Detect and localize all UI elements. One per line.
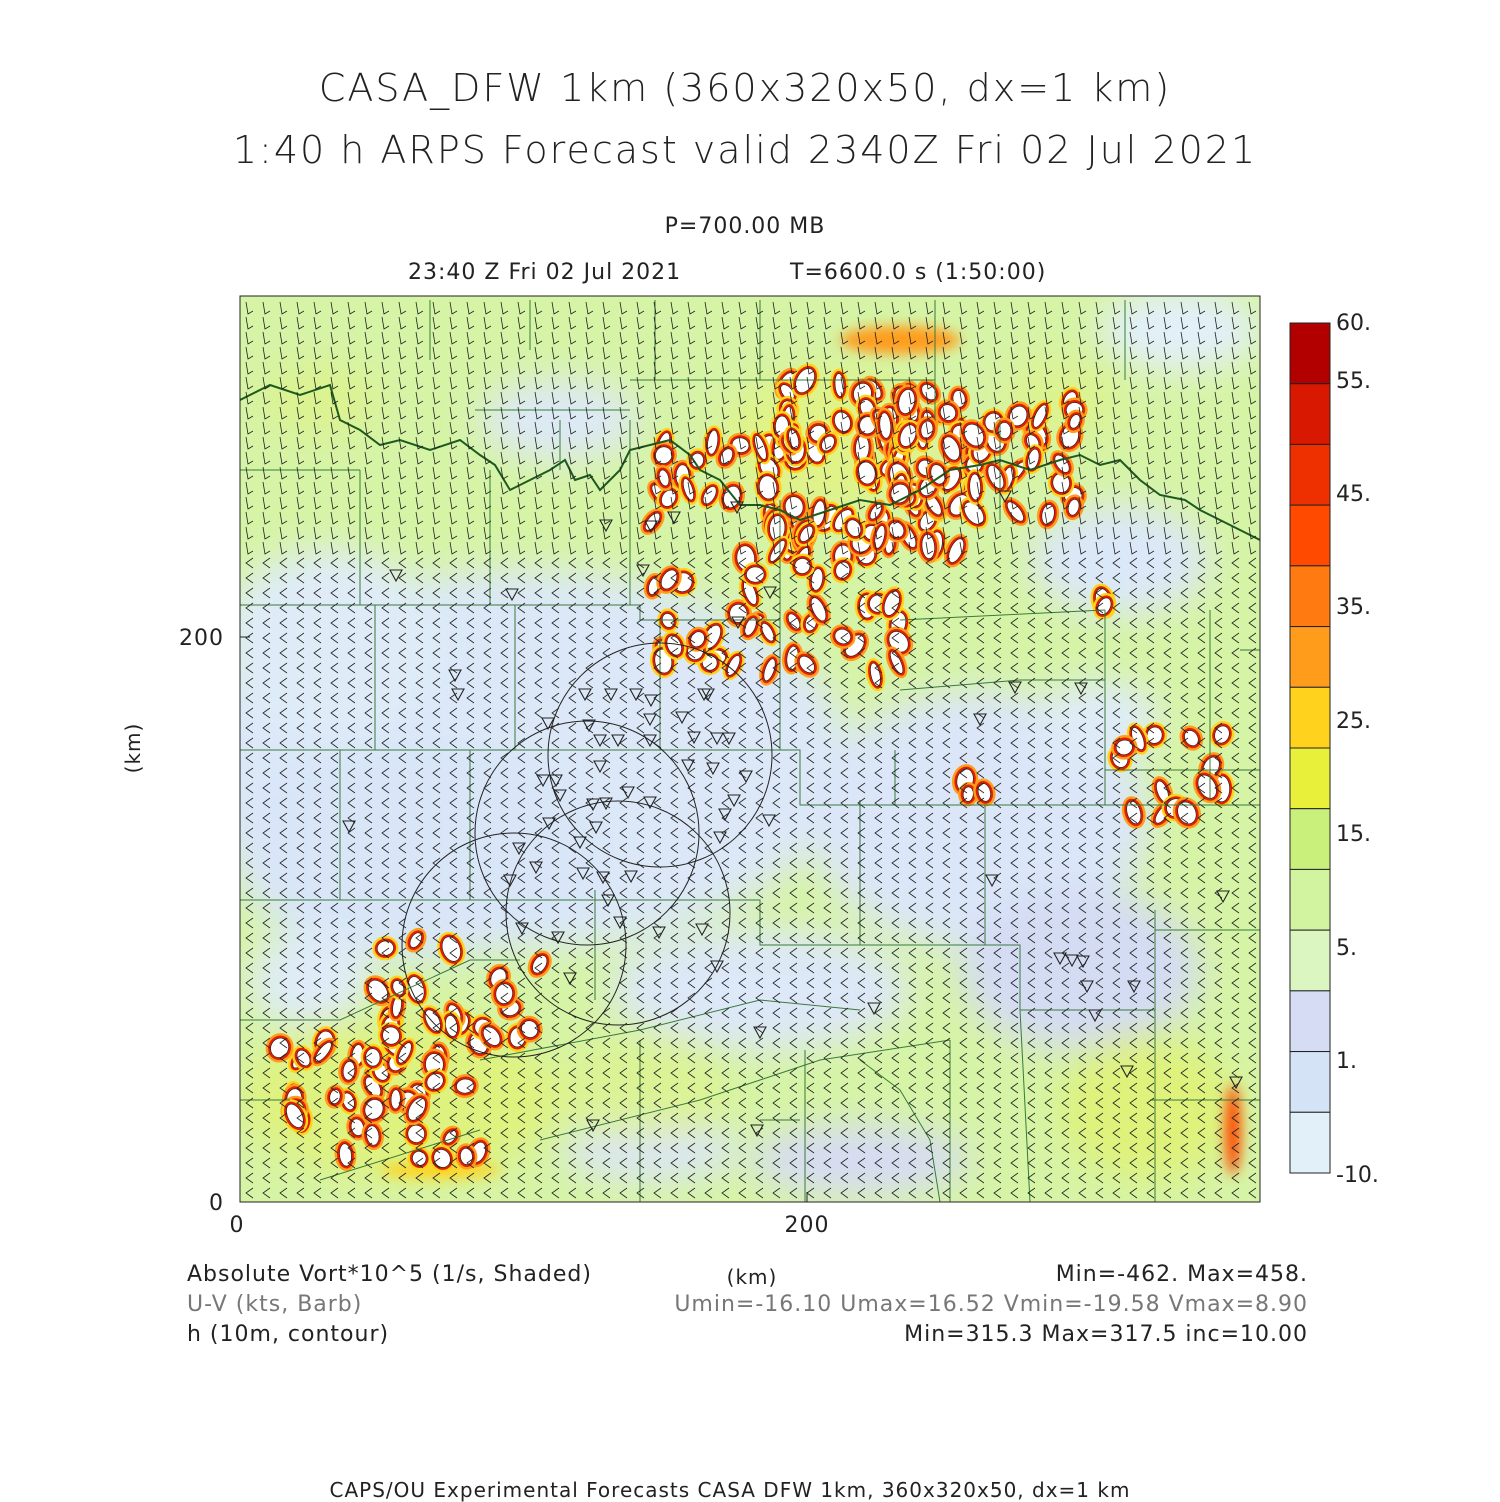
barb-field-label: U-V (kts, Barb): [187, 1292, 363, 1317]
map-area: [190, 290, 1260, 1202]
colorbar: [1290, 311, 1379, 1188]
colorbar-box: [1290, 1052, 1330, 1113]
colorbar-box: [1290, 323, 1330, 384]
colorbar-label: 1.: [1336, 1049, 1357, 1074]
y-unit-label: (km): [121, 722, 145, 774]
title-line-1: CASA_DFW 1km (360x320x50, dx=1 km): [318, 66, 1172, 110]
shaded-field-stats: Min=-462. Max=458.: [1055, 1262, 1308, 1287]
x-tick-0: 0: [229, 1213, 245, 1238]
y-tick-0: 0: [209, 1191, 224, 1216]
x-unit-label: (km): [726, 1265, 778, 1289]
colorbar-label: 60.: [1336, 311, 1371, 336]
colorbar-box: [1290, 384, 1330, 445]
credit-line: CAPS/OU Experimental Forecasts CASA DFW 1km, 360x320x50, dx=1 km: [329, 1478, 1131, 1502]
colorbar-box: [1290, 748, 1330, 809]
colorbar-box: [1290, 991, 1330, 1052]
contour-field-label: h (10m, contour): [187, 1322, 390, 1347]
colorbar-box: [1290, 627, 1330, 688]
x-tick-200: 200: [784, 1213, 830, 1238]
shaded-field-label: Absolute Vort*10^5 (1/s, Shaded): [187, 1262, 592, 1287]
colorbar-label: 25.: [1336, 709, 1371, 734]
colorbar-box: [1290, 1112, 1330, 1173]
colorbar-label: 45.: [1336, 482, 1371, 507]
title-line-2: 1:40 h ARPS Forecast valid 2340Z Fri 02 Jul 2021: [232, 128, 1258, 172]
colorbar-box: [1290, 444, 1330, 505]
colorbar-label: -10.: [1336, 1163, 1379, 1188]
colorbar-label: 5.: [1336, 936, 1357, 961]
colorbar-box: [1290, 566, 1330, 627]
forecast-time: T=6600.0 s (1:50:00): [790, 260, 1047, 285]
colorbar-box: [1290, 505, 1330, 566]
barb-field-stats: Umin=-16.10 Umax=16.52 Vmin=-19.58 Vmax=8.90: [674, 1292, 1308, 1317]
colorbar-label: 55.: [1336, 369, 1371, 394]
pressure-level: P=700.00 MB: [664, 214, 826, 239]
colorbar-label: 35.: [1336, 595, 1371, 620]
colorbar-label: 15.: [1336, 822, 1371, 847]
contour-field-stats: Min=315.3 Max=317.5 inc=10.00: [904, 1322, 1308, 1347]
colorbar-box: [1290, 809, 1330, 870]
valid-time: 23:40 Z Fri 02 Jul 2021: [408, 260, 682, 285]
y-tick-200: 200: [179, 626, 224, 651]
colorbar-box: [1290, 687, 1330, 748]
colorbar-box: [1290, 869, 1330, 930]
colorbar-box: [1290, 930, 1330, 991]
